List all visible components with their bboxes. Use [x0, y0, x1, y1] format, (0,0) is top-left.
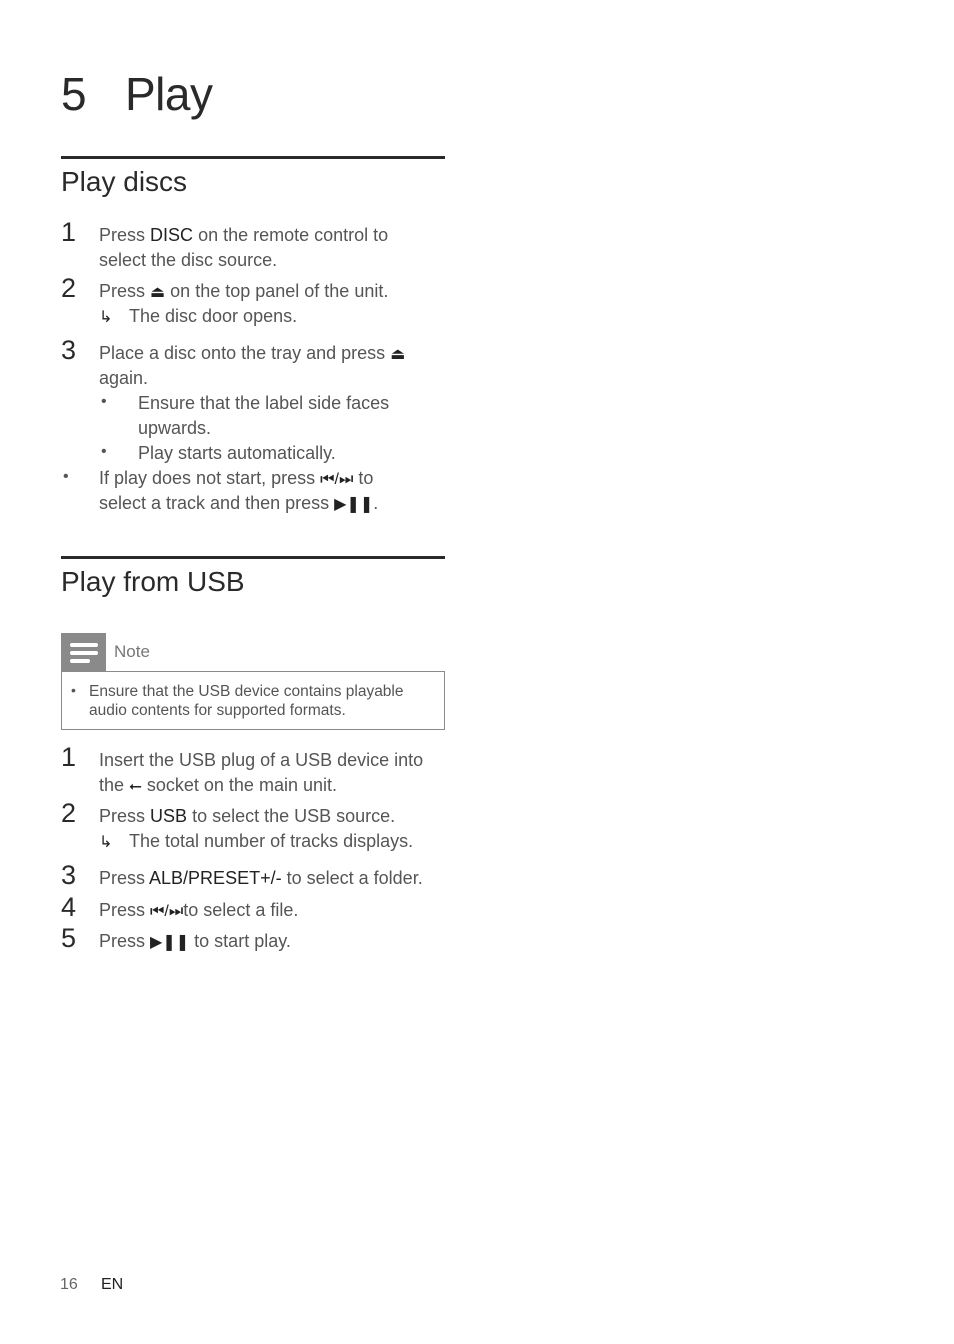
step-text-part: Press [99, 868, 146, 888]
step-text [99, 866, 423, 891]
step-text-part: Place a disc onto the tray and press [99, 343, 386, 363]
step-text-part: on the top panel of the unit. [170, 281, 389, 301]
bullet-icon: • [71, 682, 76, 698]
step-text-part: on the remote control to [198, 225, 389, 245]
step-text-part: to select a file. [183, 900, 299, 920]
usb-icon: ⭠ [129, 778, 142, 795]
bullet-icon: • [63, 468, 69, 485]
step-text-part: Press [99, 931, 146, 951]
step-text-line2 [99, 773, 337, 799]
step-text-part: to select the USB source. [192, 806, 396, 826]
step-number: 2 [61, 798, 77, 828]
tip-text-part: . [373, 493, 379, 513]
bullet-icon: • [101, 443, 107, 460]
chapter-name: Play [125, 68, 213, 120]
step-number: 1 [61, 217, 77, 247]
step-number: 3 [61, 860, 77, 890]
step-number: 1 [61, 742, 77, 772]
key-label: DISC [150, 225, 194, 245]
bullet-icon: • [101, 393, 107, 410]
tip-text [99, 466, 373, 492]
sub-bullet-text: Play starts automatically. [138, 443, 336, 463]
step-number: 5 [61, 923, 77, 953]
result-arrow-icon: ↳ [99, 834, 113, 851]
step-text-part: Press [99, 900, 146, 920]
step-number: 3 [61, 335, 77, 365]
section-heading-play-usb: Play from USB [61, 566, 245, 597]
key-label: ALB/PRESET+/- [149, 868, 282, 888]
step-text-part: socket on the main unit. [146, 775, 337, 795]
tip-text-part: to [358, 468, 374, 488]
step-text [99, 898, 298, 924]
key-label: USB [150, 806, 188, 826]
result-arrow-icon: ↳ [99, 309, 113, 326]
chapter-number: 5 [61, 68, 87, 120]
step-text-line2: select the disc source. [99, 250, 278, 270]
step-text [99, 929, 291, 955]
eject-icon: ⏏ [150, 284, 166, 301]
result-text: The disc door opens. [129, 306, 298, 326]
section-rule [61, 556, 445, 559]
prev-next-icon: ⏮/⏭ [320, 471, 354, 488]
play-pause-icon: ▶❚❚ [150, 934, 190, 951]
tip-text-part: If play does not start, press [99, 468, 316, 488]
step-text-part: to select a folder. [286, 868, 423, 888]
tip-text-line2 [99, 491, 378, 517]
page-number: 16 [60, 1276, 78, 1293]
step-number: 4 [61, 892, 77, 922]
step-text-part: the [99, 775, 125, 795]
step-text [99, 804, 395, 829]
eject-icon: ⏏ [390, 346, 406, 363]
prev-next-icon: ⏮/⏭ [150, 903, 184, 920]
sub-bullet-text-line2: upwards. [138, 418, 212, 438]
section-heading-play-discs: Play discs [61, 166, 188, 197]
step-text-part: Press [99, 225, 146, 245]
chapter-title [61, 66, 212, 122]
step-text: Insert the USB plug of a USB device into [99, 750, 424, 770]
section-rule [61, 156, 445, 159]
tip-text-part: select a track and then press [99, 493, 330, 513]
step-text [99, 223, 388, 248]
step-text [99, 279, 388, 305]
step-text-part: to start play. [194, 931, 291, 951]
step-text-part: Press [99, 806, 146, 826]
result-text: The total number of tracks displays. [129, 831, 414, 851]
step-number: 2 [61, 273, 77, 303]
play-pause-icon: ▶❚❚ [334, 496, 374, 513]
step-result [99, 304, 297, 330]
note-text: Ensure that the USB device contains playable [89, 683, 404, 700]
note-label: Note [114, 642, 150, 661]
note-text-line2: audio contents for supported formats. [89, 702, 346, 719]
step-result [99, 829, 413, 855]
step-text-part: Press [99, 281, 146, 301]
language-code: EN [101, 1276, 124, 1293]
step-text-line2: again. [99, 368, 149, 388]
note-icon [61, 633, 106, 671]
step-text [99, 341, 405, 367]
sub-bullet-text: Ensure that the label side faces [138, 393, 390, 413]
